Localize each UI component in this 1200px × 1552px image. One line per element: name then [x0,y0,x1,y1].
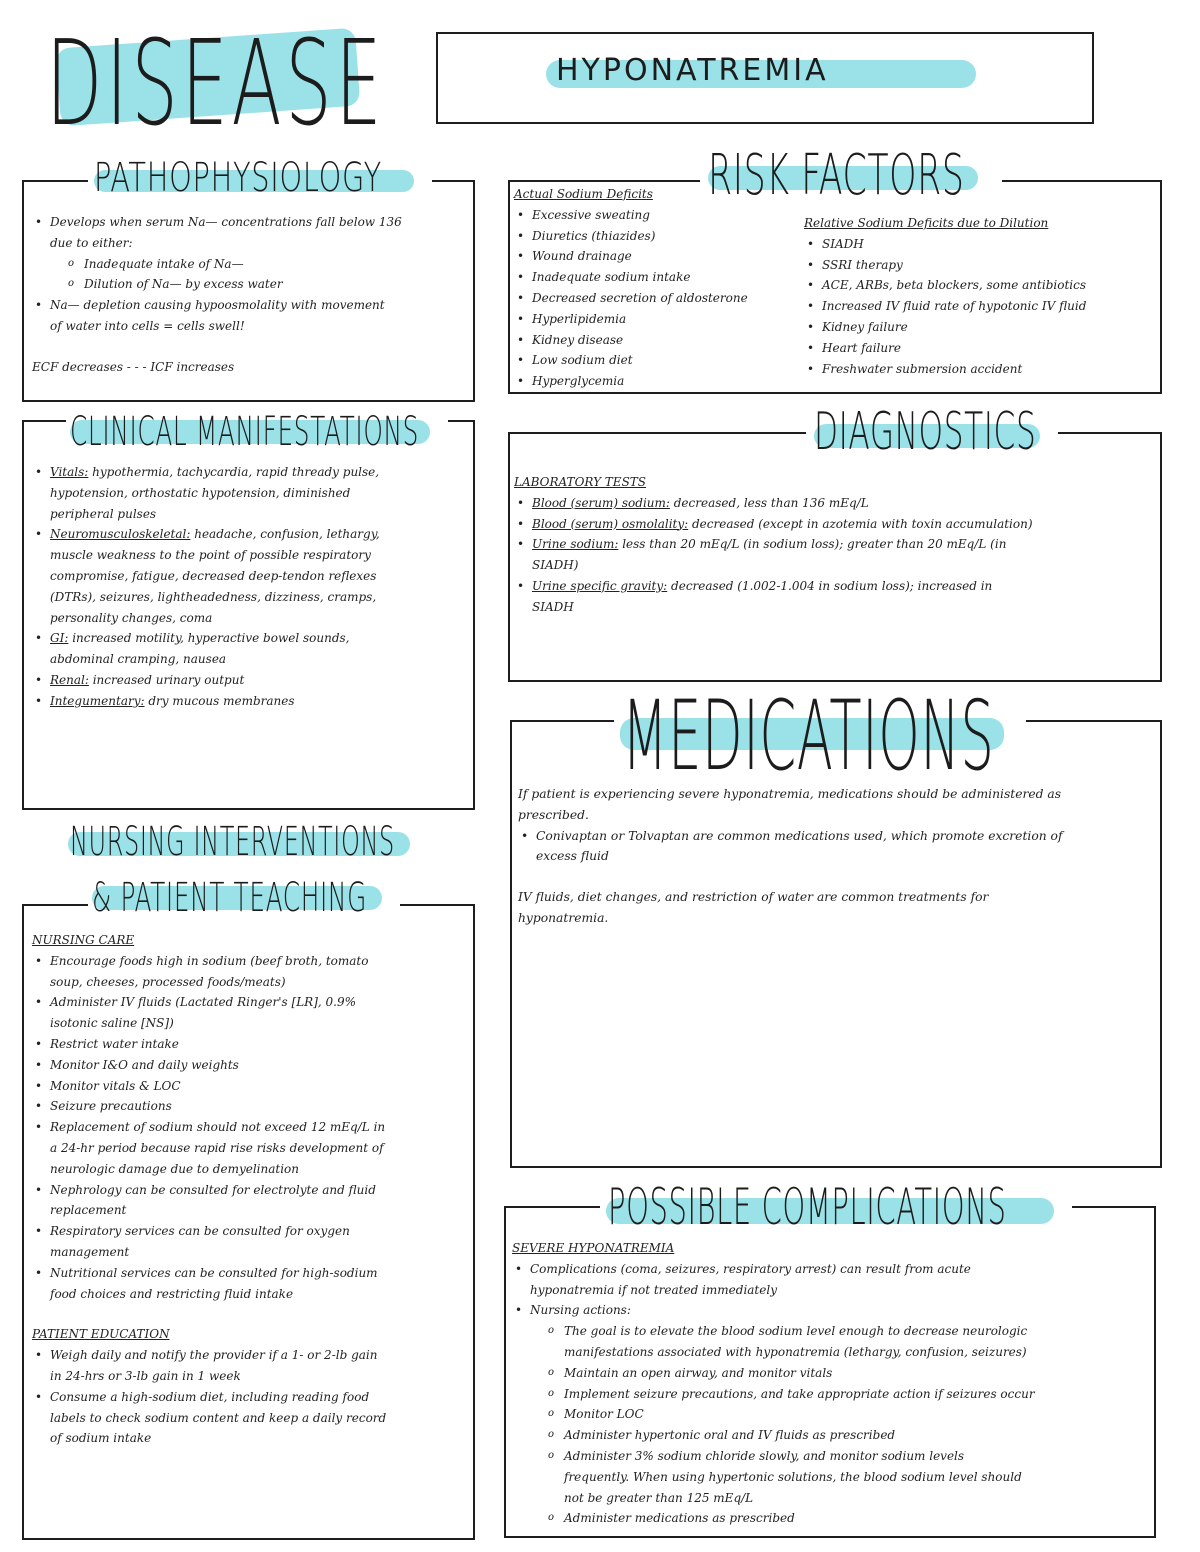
complications-content [512,1238,1156,1529]
complications-header [600,1180,1072,1236]
list-item: • Heart failure [804,338,1164,359]
list-item: • Urine specific gravity: decreased (1.002-1.004 in sodium loss); increased in SIADH [514,576,1154,618]
list-item: o Inadequate intake of Na— [32,254,472,275]
medications-heading: MEDICATIONS [622,680,995,792]
list-item: • Freshwater submersion accident [804,359,1164,380]
list-item: • Encourage foods high in sodium (beef broth, tomato soup, cheeses, processed foods/meats) [32,951,472,993]
actual-deficits-label: Actual Sodium Deficits [514,187,653,201]
list-item: o Monitor LOC [512,1404,1156,1425]
ecf-icf-note: ECF decreases - - - ICF increases [32,359,235,374]
nursing-header-2 [88,872,400,920]
diagnostics-content [514,472,1154,618]
list-item: • Decreased secretion of aldosterone [514,288,804,309]
list-item: • Vitals: hypothermia, tachycardia, rapid thready pulse, hypotension, orthostatic hypotension, diminished peripheral pulses [32,462,472,524]
clinical-header [66,404,448,454]
diagnostics-header [806,404,1058,460]
diagnostics-heading: DIAGNOSTICS [814,402,1037,462]
pathophysiology-header [88,156,432,200]
list-item: • Kidney failure [804,317,1164,338]
list-item: • Hyperglycemia [514,371,804,392]
nursing-content [32,930,472,1449]
list-item: • Monitor I&O and daily weights [32,1055,472,1076]
list-item: • Excessive sweating [514,205,804,226]
list-item: • Weigh daily and notify the provider if a 1- or 2-lb gain in 24-hrs or 3-lb gain in 1 week [32,1345,472,1387]
list-item: • Consume a high-sodium diet, including reading food labels to check sodium content and keep a daily record of sodium intake [32,1387,472,1449]
clinical-heading: CLINICAL MANIFESTATIONS [70,409,420,455]
risk-factors-heading: RISK FACTORS [708,143,965,208]
list-item: o Administer hypertonic oral and IV fluids as prescribed [512,1425,1156,1446]
list-item: • Renal: increased urinary output [32,670,472,691]
list-item: • Restrict water intake [32,1034,472,1055]
medications-intro: If patient is experiencing severe hyponatremia, medications should be administered as prescribed. [518,787,1062,822]
pathophysiology-heading: PATHOPHYSIOLOGY [94,155,382,201]
list-item: o Administer medications as prescribed [512,1508,1156,1529]
list-item: • Blood (serum) osmolality: decreased (except in azotemia with toxin accumulation) [514,514,1154,535]
list-item: • GI: increased motility, hyperactive bowel sounds, abdominal cramping, nausea [32,628,472,670]
list-item: o The goal is to elevate the blood sodium level enough to decrease neurologic manifestations associated with hyponatremia (lethargy, confusion, seizures) [512,1321,1156,1363]
pathophysiology-content [32,212,472,378]
list-item: • Conivaptan or Tolvaptan are common medications used, which promote excretion of excess fluid [518,826,1158,868]
list-item: • Respiratory services can be consulted for oxygen management [32,1221,472,1263]
nursing-heading-2: & PATIENT TEACHING [92,875,367,921]
list-item: • Nutritional services can be consulted for high-sodium food choices and restricting fluid intake [32,1263,472,1305]
list-item: • Integumentary: dry mucous membranes [32,691,472,712]
list-item: • Inadequate sodium intake [514,267,804,288]
list-item: • Develops when serum Na— concentrations fall below 136 due to either: [32,212,472,254]
list-item: o Administer 3% sodium chloride slowly, and monitor sodium levels frequently. When using hypertonic solutions, the blood sodium level should not be greater than 125 mEq/L [512,1446,1156,1508]
list-item: • Seizure precautions [32,1096,472,1117]
list-item: • Low sodium diet [514,350,804,371]
list-item: • Urine sodium: less than 20 mEq/L (in sodium loss); greater than 20 mEq/L (in SIADH) [514,534,1154,576]
list-item: • SIADH [804,234,1164,255]
list-item: • Monitor vitals & LOC [32,1076,472,1097]
list-item: o Maintain an open airway, and monitor vitals [512,1363,1156,1384]
medications-header [614,680,1026,792]
list-item: • Nephrology can be consulted for electrolyte and fluid replacement [32,1180,472,1222]
medications-content [518,784,1158,929]
risk-factors-header [700,143,1002,208]
list-item: • Wound drainage [514,246,804,267]
disease-name: HYPONATREMIA [556,53,829,88]
list-item: • Replacement of sodium should not exceed 12 mEq/L in a 24-hr period because rapid rise risks development of neurologic damage due to demyelination [32,1117,472,1179]
list-item: • ACE, ARBs, beta blockers, some antibiotics [804,275,1164,296]
list-item: • Blood (serum) sodium: decreased, less than 136 mEq/L [514,493,1154,514]
risk-factors-relative [804,213,1164,379]
list-item: • Na— depletion causing hypoosmolality with movement of water into cells = cells swell! [32,295,472,337]
list-item: • Kidney disease [514,330,804,351]
severe-label: SEVERE HYPONATREMIA [512,1241,675,1255]
list-item: • Neuromusculoskeletal: headache, confusion, lethargy, muscle weakness to the point of possible respiratory compromise, fatigue, decreased deep-tendon reflexes (DTRs), seizures, lightheadedness, dizziness, cramps, personality changes, coma [32,524,472,628]
page-title: DISEASE [46,14,386,152]
list-item: • Administer IV fluids (Lactated Ringer's [LR], 0.9% isotonic saline [NS]) [32,992,472,1034]
list-item: • Increased IV fluid rate of hypotonic IV fluid [804,296,1164,317]
list-item: o Implement seizure precautions, and take appropriate action if seizures occur [512,1384,1156,1405]
patient-education-label: PATIENT EDUCATION [32,1327,170,1342]
list-item: • Diuretics (thiazides) [514,226,804,247]
medications-treatments: IV fluids, diet changes, and restriction of water are common treatments for hyponatremia. [518,890,989,925]
relative-deficits-label: Relative Sodium Deficits due to Dilution [804,216,1049,230]
nursing-heading-1: NURSING INTERVENTIONS [70,819,395,865]
list-item: o Dilution of Na— by excess water [32,274,472,295]
lab-tests-label: LABORATORY TESTS [514,475,647,489]
list-item: • SSRI therapy [804,255,1164,276]
risk-factors-actual [514,184,804,392]
list-item: • Complications (coma, seizures, respiratory arrest) can result from acute hyponatremia if not treated immediately [512,1259,1156,1301]
nursing-care-label: NURSING CARE [32,933,135,947]
list-item: • Nursing actions: [512,1300,1156,1321]
clinical-content [32,462,472,712]
list-item: • Hyperlipidemia [514,309,804,330]
complications-heading: POSSIBLE COMPLICATIONS [608,1178,1007,1236]
